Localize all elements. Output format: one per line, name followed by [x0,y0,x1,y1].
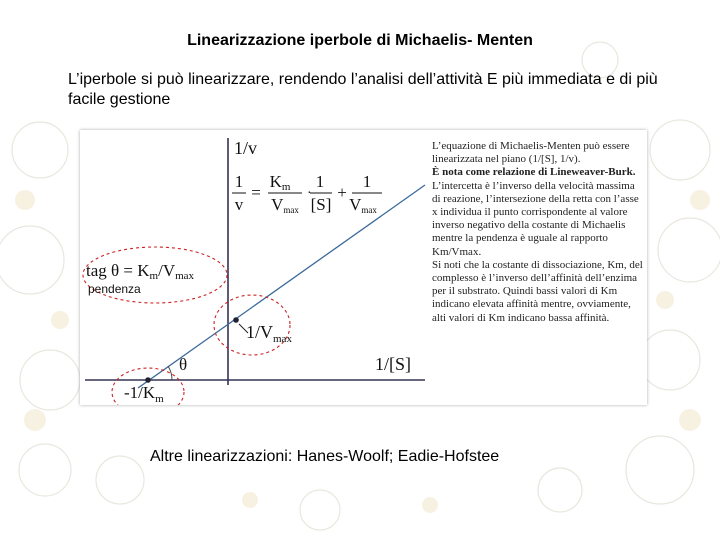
lineweaver-burk-equation [232,172,382,215]
lineweaver-burk-figure [80,130,647,405]
other-linearizations: Altre linearizzazioni: Hanes-Woolf; Eadie-Hofstee [150,448,500,465]
note-line: È nota come relazione di Lineweaver-Burk. [432,166,636,179]
note-line: Si noti che la costante di dissociazione, Km, del complesso è l’inverso dell’affinità dell’enzima per il substrato. Quindi bassi valori di Km indicano elevata affinità mentre, ovviamente, alti valori di Km indicano bassa affinità. [432,258,643,324]
eq-t1-numerator: Km [269,172,291,193]
y-intercept-point [233,317,239,323]
eq-t1-denominator: Vmax [271,195,299,215]
eq-t2-denominator: [S] [310,195,332,214]
page-title: Linearizzazione iperbole di Michaelis- Menten [187,32,533,49]
slope-label: tag θ = Km/Vmax [86,261,195,282]
eq-t3-denominator: Vmax [349,195,377,215]
note-line: L’intercetta è l’inverso della velocità massima di reazione, l’intersezione della retta con l’asse x individua il punto corrispondente al valore inverso negativo della costante di Michaelis mentre la pendenza è uguale al rapporto Km/Vmax. [432,179,639,258]
x-axis-label: 1/[S] [375,354,411,374]
eq-dot: · [307,186,312,201]
slope-caption: pendenza [88,282,141,296]
eq-t3-numerator: 1 [362,172,372,191]
eq-equals: = [251,183,261,202]
note-line: L’equazione di Michaelis-Menten può essere linearizzata nel piano (1/[S], 1/v). [432,140,630,166]
angle-label: θ [179,355,188,374]
x-intercept-label: $-1/K_m$ [124,383,164,405]
eq-t2-numerator: 1 [315,172,325,191]
x-intercept-point [145,377,151,383]
y-intercept-label: $1/V_{max}$ [246,322,292,345]
eq-lhs-numerator: 1 [234,172,244,191]
eq-lhs-denominator: v [234,195,244,214]
eq-plus: + [337,183,347,202]
explanation-note [432,140,644,325]
y-axis-label: 1/v [234,138,258,158]
intro-text: L’iperbole si può linearizzare, rendendo l’analisi dell’attività E più immediata e di più facile gestione [68,71,658,108]
